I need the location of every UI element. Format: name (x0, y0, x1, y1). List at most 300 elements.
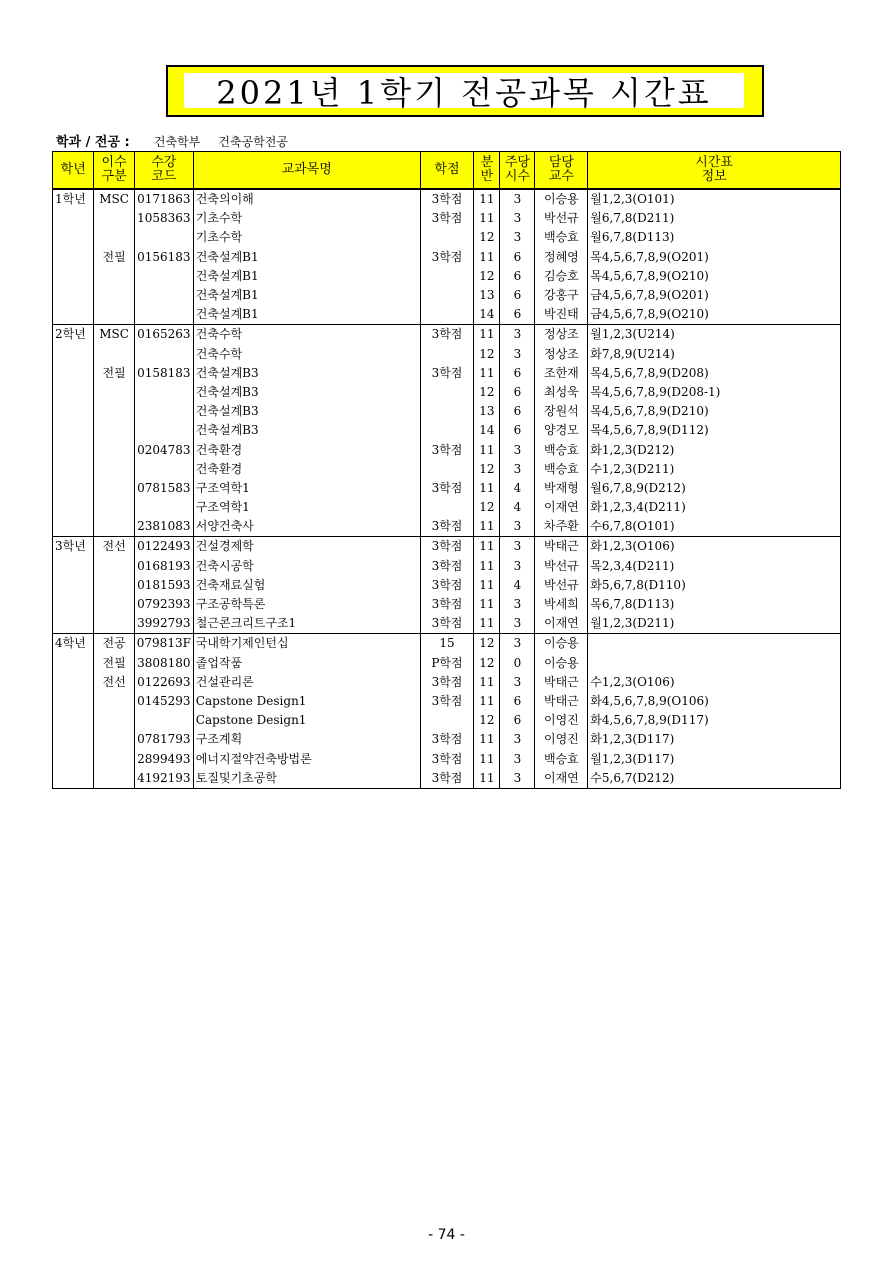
cell-type (94, 228, 134, 247)
cell-weekly-hours: 3 (500, 730, 535, 749)
cell-credit (420, 498, 474, 517)
cell-professor: 차주환 (535, 517, 588, 537)
cell-weekly-hours: 6 (500, 421, 535, 440)
header-section: 분 반 (474, 152, 500, 190)
cell-weekly-hours: 3 (500, 673, 535, 692)
cell-code: 0171863 (134, 189, 193, 209)
cell-type (94, 402, 134, 421)
cell-course-name: 구조역학1 (193, 498, 420, 517)
cell-grade (53, 749, 94, 768)
cell-credit: 3학점 (420, 614, 474, 634)
cell-professor: 박세희 (535, 595, 588, 614)
cell-credit: 3학점 (420, 209, 474, 228)
cell-type (94, 576, 134, 595)
cell-credit (420, 421, 474, 440)
cell-schedule: 화4,5,6,7,8,9(O106) (588, 692, 841, 711)
cell-section: 11 (474, 730, 500, 749)
cell-type (94, 557, 134, 576)
cell-grade (53, 345, 94, 364)
cell-code: 0168193 (134, 557, 193, 576)
cell-professor: 정혜영 (535, 248, 588, 267)
cell-schedule: 월6,7,8(D113) (588, 228, 841, 247)
cell-section: 12 (474, 383, 500, 402)
table-row (53, 711, 841, 730)
table-row (53, 286, 841, 305)
cell-credit (420, 286, 474, 305)
cell-credit: 3학점 (420, 537, 474, 557)
cell-code: 079813F (134, 634, 193, 654)
cell-schedule: 목6,7,8(D113) (588, 595, 841, 614)
table-row (53, 440, 841, 459)
table-row (53, 228, 841, 247)
cell-code (134, 498, 193, 517)
cell-code (134, 305, 193, 325)
cell-schedule: 수1,2,3(O106) (588, 673, 841, 692)
cell-section: 12 (474, 228, 500, 247)
table-row (53, 537, 841, 557)
cell-weekly-hours: 3 (500, 228, 535, 247)
cell-grade: 4학년 (53, 634, 94, 654)
cell-weekly-hours: 4 (500, 498, 535, 517)
cell-schedule: 화5,6,7,8(D110) (588, 576, 841, 595)
cell-weekly-hours: 6 (500, 267, 535, 286)
cell-schedule: 수6,7,8(O101) (588, 517, 841, 537)
cell-course-name: Capstone Design1 (193, 711, 420, 730)
table-row (53, 595, 841, 614)
cell-professor: 박태근 (535, 673, 588, 692)
cell-grade (53, 673, 94, 692)
cell-type (94, 345, 134, 364)
cell-schedule: 화1,2,3(O106) (588, 537, 841, 557)
table-row (53, 345, 841, 364)
cell-type (94, 595, 134, 614)
cell-professor: 이재연 (535, 498, 588, 517)
page-number: - 74 - (428, 1227, 465, 1243)
cell-professor: 박선규 (535, 557, 588, 576)
cell-code (134, 711, 193, 730)
cell-credit: 3학점 (420, 576, 474, 595)
cell-type (94, 769, 134, 789)
cell-schedule: 목4,5,6,7,8,9(O201) (588, 248, 841, 267)
cell-credit (420, 711, 474, 730)
cell-credit: 3학점 (420, 749, 474, 768)
cell-weekly-hours: 3 (500, 634, 535, 654)
cell-course-name: 기초수학 (193, 228, 420, 247)
cell-course-name: 건설경제학 (193, 537, 420, 557)
cell-schedule: 목4,5,6,7,8,9(O210) (588, 267, 841, 286)
cell-section: 11 (474, 769, 500, 789)
cell-professor: 박선규 (535, 576, 588, 595)
cell-code: 0122693 (134, 673, 193, 692)
cell-course-name: 건축설계B1 (193, 305, 420, 325)
cell-grade (53, 730, 94, 749)
cell-credit: 3학점 (420, 189, 474, 209)
cell-schedule: 목4,5,6,7,8,9(D210) (588, 402, 841, 421)
cell-type (94, 267, 134, 286)
cell-professor: 양경모 (535, 421, 588, 440)
cell-credit: P학점 (420, 654, 474, 673)
cell-weekly-hours: 6 (500, 383, 535, 402)
cell-schedule: 금4,5,6,7,8,9(O210) (588, 305, 841, 325)
table-row (53, 460, 841, 479)
cell-schedule: 월1,2,3(U214) (588, 325, 841, 345)
grade-group (53, 325, 841, 537)
cell-weekly-hours: 3 (500, 209, 535, 228)
cell-schedule: 화1,2,3(D212) (588, 440, 841, 459)
cell-course-name: 에너지절약건축방법론 (193, 749, 420, 768)
cell-professor: 백승효 (535, 749, 588, 768)
cell-professor: 이승용 (535, 189, 588, 209)
cell-credit: 3학점 (420, 557, 474, 576)
cell-credit: 3학점 (420, 364, 474, 383)
cell-weekly-hours: 6 (500, 286, 535, 305)
department-college: 건축학부 (153, 135, 201, 149)
table-row (53, 325, 841, 345)
cell-weekly-hours: 3 (500, 460, 535, 479)
cell-schedule: 목4,5,6,7,8,9(D208) (588, 364, 841, 383)
cell-weekly-hours: 6 (500, 248, 535, 267)
grade-group (53, 537, 841, 634)
cell-code (134, 267, 193, 286)
cell-code: 0781583 (134, 479, 193, 498)
cell-grade (53, 576, 94, 595)
cell-section: 14 (474, 305, 500, 325)
cell-schedule: 월1,2,3(O101) (588, 189, 841, 209)
cell-type: 전필 (94, 654, 134, 673)
cell-section: 14 (474, 421, 500, 440)
cell-type (94, 692, 134, 711)
cell-schedule: 목2,3,4(D211) (588, 557, 841, 576)
cell-course-name: 건축재료실험 (193, 576, 420, 595)
cell-credit: 3학점 (420, 673, 474, 692)
cell-weekly-hours: 6 (500, 692, 535, 711)
cell-credit: 3학점 (420, 479, 474, 498)
cell-code: 0165263 (134, 325, 193, 345)
cell-course-name: 구조역학1 (193, 479, 420, 498)
cell-course-name: Capstone Design1 (193, 692, 420, 711)
cell-section: 12 (474, 654, 500, 673)
cell-course-name: 기초수학 (193, 209, 420, 228)
table-row (53, 692, 841, 711)
cell-section: 11 (474, 557, 500, 576)
cell-code: 0181593 (134, 576, 193, 595)
cell-professor: 강홍구 (535, 286, 588, 305)
cell-grade: 3학년 (53, 537, 94, 557)
table-row (53, 749, 841, 768)
cell-grade (53, 692, 94, 711)
cell-code (134, 286, 193, 305)
cell-credit: 3학점 (420, 692, 474, 711)
cell-code: 3992793 (134, 614, 193, 634)
cell-code (134, 402, 193, 421)
cell-credit (420, 460, 474, 479)
cell-grade (53, 305, 94, 325)
cell-type (94, 286, 134, 305)
cell-grade (53, 383, 94, 402)
cell-credit: 3학점 (420, 595, 474, 614)
cell-code: 0122493 (134, 537, 193, 557)
page-title: 2021년 1학기 전공과목 시간표 (184, 73, 744, 108)
cell-credit (420, 228, 474, 247)
cell-credit (420, 305, 474, 325)
cell-type: 전필 (94, 248, 134, 267)
cell-section: 11 (474, 189, 500, 209)
cell-section: 11 (474, 595, 500, 614)
cell-professor: 정상조 (535, 325, 588, 345)
cell-type: 전선 (94, 537, 134, 557)
cell-course-name: 건축설계B1 (193, 286, 420, 305)
cell-credit: 3학점 (420, 325, 474, 345)
cell-weekly-hours: 3 (500, 537, 535, 557)
cell-grade (53, 517, 94, 537)
cell-type (94, 711, 134, 730)
cell-course-name: 건축설계B3 (193, 402, 420, 421)
cell-grade: 1학년 (53, 189, 94, 209)
cell-code: 1058363 (134, 209, 193, 228)
cell-type: 전공 (94, 634, 134, 654)
cell-section: 11 (474, 692, 500, 711)
cell-grade (53, 421, 94, 440)
cell-weekly-hours: 4 (500, 479, 535, 498)
cell-course-name: 건축환경 (193, 440, 420, 459)
cell-section: 12 (474, 711, 500, 730)
cell-course-name: 건축설계B1 (193, 248, 420, 267)
cell-section: 11 (474, 576, 500, 595)
cell-code: 0156183 (134, 248, 193, 267)
cell-professor: 백승효 (535, 228, 588, 247)
cell-schedule: 화1,2,3,4(D211) (588, 498, 841, 517)
cell-weekly-hours: 6 (500, 711, 535, 730)
cell-section: 11 (474, 517, 500, 537)
cell-weekly-hours: 6 (500, 364, 535, 383)
cell-grade (53, 440, 94, 459)
cell-schedule: 월1,2,3(D117) (588, 749, 841, 768)
table-row (53, 402, 841, 421)
cell-grade (53, 209, 94, 228)
cell-code: 2899493 (134, 749, 193, 768)
cell-type (94, 517, 134, 537)
header-weekly-hours: 주당 시수 (500, 152, 535, 190)
cell-grade (53, 267, 94, 286)
cell-professor: 이승용 (535, 634, 588, 654)
cell-type (94, 305, 134, 325)
cell-course-name: 철근콘크리트구조1 (193, 614, 420, 634)
cell-weekly-hours: 3 (500, 749, 535, 768)
table-row (53, 769, 841, 789)
cell-section: 12 (474, 634, 500, 654)
cell-section: 11 (474, 614, 500, 634)
cell-professor: 장원석 (535, 402, 588, 421)
department-label: 학과 / 전공 : (56, 135, 130, 150)
header-professor: 담당 교수 (535, 152, 588, 190)
cell-code: 0781793 (134, 730, 193, 749)
cell-credit (420, 267, 474, 286)
table-row (53, 730, 841, 749)
department-major: 건축공학전공 (218, 135, 288, 149)
cell-grade (53, 479, 94, 498)
table-row (53, 383, 841, 402)
header-course-name: 교과목명 (193, 152, 420, 190)
table-row (53, 189, 841, 209)
cell-professor: 백승효 (535, 440, 588, 459)
cell-code: 4192193 (134, 769, 193, 789)
cell-course-name: 건축설계B3 (193, 364, 420, 383)
cell-course-name: 건축설계B1 (193, 267, 420, 286)
cell-course-name: 건축설계B3 (193, 421, 420, 440)
cell-professor: 박진태 (535, 305, 588, 325)
cell-code (134, 228, 193, 247)
cell-section: 12 (474, 267, 500, 286)
cell-grade (53, 364, 94, 383)
cell-professor: 박태근 (535, 692, 588, 711)
cell-schedule: 금4,5,6,7,8,9(O201) (588, 286, 841, 305)
cell-grade (53, 595, 94, 614)
cell-professor: 이승용 (535, 654, 588, 673)
cell-type (94, 421, 134, 440)
cell-schedule (588, 634, 841, 654)
cell-section: 12 (474, 498, 500, 517)
cell-professor: 박재형 (535, 479, 588, 498)
cell-credit: 15 (420, 634, 474, 654)
cell-course-name: 졸업작품 (193, 654, 420, 673)
cell-type (94, 749, 134, 768)
table-row (53, 517, 841, 537)
cell-professor: 이재연 (535, 769, 588, 789)
cell-schedule: 월6,7,8,9(D212) (588, 479, 841, 498)
cell-weekly-hours: 4 (500, 576, 535, 595)
table-row (53, 614, 841, 634)
cell-weekly-hours: 3 (500, 517, 535, 537)
cell-course-name: 건축의이해 (193, 189, 420, 209)
cell-weekly-hours: 3 (500, 614, 535, 634)
cell-section: 13 (474, 402, 500, 421)
cell-course-name: 구조계획 (193, 730, 420, 749)
cell-type (94, 498, 134, 517)
table-row (53, 576, 841, 595)
cell-code: 3808180 (134, 654, 193, 673)
cell-professor: 박태근 (535, 537, 588, 557)
cell-weekly-hours: 3 (500, 595, 535, 614)
cell-grade (53, 248, 94, 267)
cell-grade (53, 654, 94, 673)
cell-course-name: 건축시공학 (193, 557, 420, 576)
cell-weekly-hours: 0 (500, 654, 535, 673)
cell-professor: 이재연 (535, 614, 588, 634)
cell-credit: 3학점 (420, 769, 474, 789)
cell-weekly-hours: 6 (500, 402, 535, 421)
cell-weekly-hours: 3 (500, 440, 535, 459)
table-row (53, 498, 841, 517)
table-row (53, 305, 841, 325)
cell-credit: 3학점 (420, 730, 474, 749)
cell-section: 13 (474, 286, 500, 305)
cell-type (94, 460, 134, 479)
cell-schedule (588, 654, 841, 673)
cell-grade: 2학년 (53, 325, 94, 345)
table-row (53, 209, 841, 228)
cell-code (134, 345, 193, 364)
cell-course-name: 국내학기제인턴십 (193, 634, 420, 654)
header-grade: 학년 (53, 152, 94, 190)
cell-course-name: 서양건축사 (193, 517, 420, 537)
cell-type: MSC (94, 189, 134, 209)
timetable-header (53, 152, 841, 190)
cell-credit (420, 383, 474, 402)
cell-course-name: 구조공학특론 (193, 595, 420, 614)
cell-type: MSC (94, 325, 134, 345)
table-row (53, 557, 841, 576)
cell-grade (53, 228, 94, 247)
cell-professor: 김승호 (535, 267, 588, 286)
cell-schedule: 목4,5,6,7,8,9(D208-1) (588, 383, 841, 402)
cell-section: 11 (474, 537, 500, 557)
cell-type: 전선 (94, 673, 134, 692)
cell-course-name: 토질및기초공학 (193, 769, 420, 789)
cell-schedule: 월1,2,3(D211) (588, 614, 841, 634)
header-schedule: 시간표 정보 (588, 152, 841, 190)
cell-grade (53, 614, 94, 634)
cell-credit: 3학점 (420, 440, 474, 459)
cell-weekly-hours: 3 (500, 345, 535, 364)
cell-section: 11 (474, 479, 500, 498)
cell-code (134, 460, 193, 479)
cell-schedule: 화1,2,3(D117) (588, 730, 841, 749)
cell-schedule: 수5,6,7(D212) (588, 769, 841, 789)
cell-professor: 조한재 (535, 364, 588, 383)
cell-type: 전필 (94, 364, 134, 383)
cell-professor: 정상조 (535, 345, 588, 364)
header-code: 수강 코드 (134, 152, 193, 190)
cell-schedule: 수1,2,3(D211) (588, 460, 841, 479)
cell-code: 0204783 (134, 440, 193, 459)
cell-section: 12 (474, 345, 500, 364)
table-row (53, 421, 841, 440)
title-banner (166, 65, 764, 117)
cell-grade (53, 711, 94, 730)
table-row (53, 479, 841, 498)
cell-weekly-hours: 3 (500, 325, 535, 345)
cell-professor: 백승효 (535, 460, 588, 479)
grade-group (53, 189, 841, 325)
cell-schedule: 화7,8,9(U214) (588, 345, 841, 364)
cell-code (134, 383, 193, 402)
cell-course-name: 건축환경 (193, 460, 420, 479)
cell-course-name: 건축수학 (193, 345, 420, 364)
cell-schedule: 월6,7,8(D211) (588, 209, 841, 228)
cell-section: 11 (474, 248, 500, 267)
cell-professor: 최성욱 (535, 383, 588, 402)
cell-section: 11 (474, 749, 500, 768)
cell-schedule: 목4,5,6,7,8,9(D112) (588, 421, 841, 440)
cell-section: 11 (474, 325, 500, 345)
header-credit: 학점 (420, 152, 474, 190)
header-type: 이수 구분 (94, 152, 134, 190)
cell-section: 11 (474, 209, 500, 228)
cell-credit (420, 345, 474, 364)
cell-section: 11 (474, 364, 500, 383)
department-line (56, 131, 302, 150)
cell-weekly-hours: 6 (500, 305, 535, 325)
cell-grade (53, 402, 94, 421)
cell-weekly-hours: 3 (500, 769, 535, 789)
timetable (52, 151, 841, 789)
cell-code: 0145293 (134, 692, 193, 711)
cell-grade (53, 498, 94, 517)
cell-grade (53, 557, 94, 576)
cell-weekly-hours: 3 (500, 557, 535, 576)
table-row (53, 267, 841, 286)
grade-group (53, 634, 841, 789)
